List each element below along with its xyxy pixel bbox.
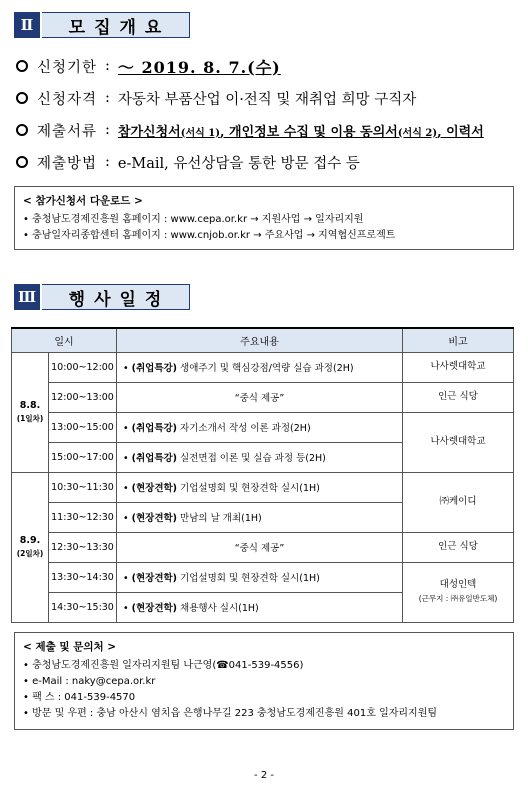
item-eligibility: 신청자격 : 자동차 부품산업 이·전직 및 재취업 희망 구직자 <box>16 82 516 114</box>
time-cell: 13:00~15:00 <box>49 412 117 442</box>
content-cell: • (취업특강) 생애주기 및 핵심강점/역량 실습 과정(2H) <box>117 352 403 382</box>
day-cell: 8.8. (1일차) <box>12 352 49 472</box>
content-cell: “중식 제공” <box>117 382 403 412</box>
item-label: 신청기한 <box>37 59 98 76</box>
note-cell: 인근 식당 <box>403 382 514 412</box>
time-cell: 11:30~12:30 <box>49 502 117 532</box>
circle-bullet-icon <box>16 92 28 104</box>
day-cell: 8.9. (2일차) <box>12 472 49 622</box>
table-row <box>12 532 514 562</box>
schedule-table <box>11 327 514 623</box>
content-cell: • (현장견학) 만남의 날 개최(1H) <box>117 502 403 532</box>
table-row <box>12 412 514 442</box>
content-cell: • (취업특강) 실전면접 이론 및 실습 과정 등(2H) <box>117 442 403 472</box>
doc-resume: 이력서 <box>446 124 484 140</box>
table-row <box>12 472 514 502</box>
section-header-schedule <box>14 284 190 310</box>
time-cell: 10:00~12:00 <box>49 352 117 382</box>
documents-value: 참가신청서(서식 1), 개인정보 수집 및 이용 동의서(서식 2), 이력서 <box>117 124 484 140</box>
note-cell: 대성인텍 (근무지 : ㈜유일반도체) <box>403 562 514 622</box>
box-line: • 방문 및 우편 : 충남 아산시 염치읍 은행나무길 223 충청남도경제진흥원 401호 일자리지원팀 <box>23 708 438 719</box>
box-line: • 충청남도경제진흥원 일자리지원팀 나근영(☎041-539-4556) <box>23 660 304 671</box>
doc-application-note: (서식 1) <box>180 127 220 139</box>
note-cell: 인근 식당 <box>403 532 514 562</box>
section-number: Ⅱ <box>14 12 40 38</box>
content-cell: “중식 제공” <box>117 532 403 562</box>
item-deadline: 신청기한 : ～ 2019. 8. 7.(수) <box>16 50 516 82</box>
method-value: e-Mail, 유선상담을 통한 방문 접수 등 <box>117 155 360 172</box>
time-cell: 10:30~11:30 <box>49 472 117 502</box>
note-cell: ㈜케이디 <box>403 472 514 532</box>
item-label: 제출서류 <box>37 123 98 140</box>
circle-bullet-icon <box>16 60 28 72</box>
item-documents: 제출서류 : 참가신청서(서식 1), 개인정보 수집 및 이용 동의서(서식 2), 이력서 <box>16 114 516 146</box>
note-cell: 나사렛대학교 <box>403 352 514 382</box>
section-header-recruitment <box>14 12 190 38</box>
box-line: • e-Mail : naky@cepa.or.kr <box>23 676 156 687</box>
content-cell: • (현장견학) 기업설명회 및 현장견학 실시(1H) <box>117 472 403 502</box>
contact-info-box <box>14 632 514 730</box>
box-title: < 참가신청서 다운로드 > <box>23 195 143 207</box>
section-title: 행사일정 <box>42 284 190 310</box>
content-cell: • (취업특강) 자기소개서 작성 이론 과정(2H) <box>117 412 403 442</box>
doc-consent: 개인정보 수집 및 이용 동의서 <box>229 124 398 140</box>
circle-bullet-icon <box>16 156 28 168</box>
section-number: Ⅲ <box>14 284 40 310</box>
header-content: 주요내용 <box>117 328 403 352</box>
content-cell: • (현장견학) 채용행사 실시(1H) <box>117 592 403 622</box>
time-cell: 15:00~17:00 <box>49 442 117 472</box>
item-method: 제출방법 : e-Mail, 유선상담을 통한 방문 접수 등 <box>16 146 516 178</box>
section-title: 모집개요 <box>42 12 190 38</box>
time-cell: 12:00~13:00 <box>49 382 117 412</box>
circle-bullet-icon <box>16 124 28 136</box>
box-title: < 제출 및 문의처 > <box>23 641 117 653</box>
table-row <box>12 562 514 592</box>
eligibility-value: 자동차 부품산업 이·전직 및 재취업 희망 구직자 <box>117 91 417 108</box>
doc-consent-note: (서식 2) <box>397 127 438 139</box>
time-cell: 12:30~13:30 <box>49 532 117 562</box>
deadline-value: ～ 2019. 8. 7.(수) <box>117 57 281 77</box>
table-header-row <box>12 328 514 352</box>
page-number: - 2 - <box>254 770 274 781</box>
box-line: • 팩 스 : 041-539-4570 <box>23 692 136 703</box>
header-note: 비고 <box>403 328 514 352</box>
download-info-box <box>14 186 514 250</box>
item-label: 제출방법 <box>37 155 98 172</box>
time-cell: 14:30~15:30 <box>49 592 117 622</box>
content-cell: • (현장견학) 기업설명회 및 현장견학 실시(1H) <box>117 562 403 592</box>
table-row <box>12 352 514 382</box>
doc-application: 참가신청서 <box>117 124 181 140</box>
header-date: 일시 <box>12 328 117 352</box>
box-line: • 충청남도경제진흥원 홈페이지 : www.cepa.or.kr → 지원사업 → 일자리지원 <box>23 214 364 225</box>
box-line: • 충남일자리종합센터 홈페이지 : www.cnjob.or.kr → 주요사업 → 지역협신프로젝트 <box>23 230 396 241</box>
item-label: 신청자격 <box>37 91 98 108</box>
table-row <box>12 382 514 412</box>
time-cell: 13:30~14:30 <box>49 562 117 592</box>
recruitment-items <box>16 50 516 178</box>
note-cell: 나사렛대학교 <box>403 412 514 472</box>
